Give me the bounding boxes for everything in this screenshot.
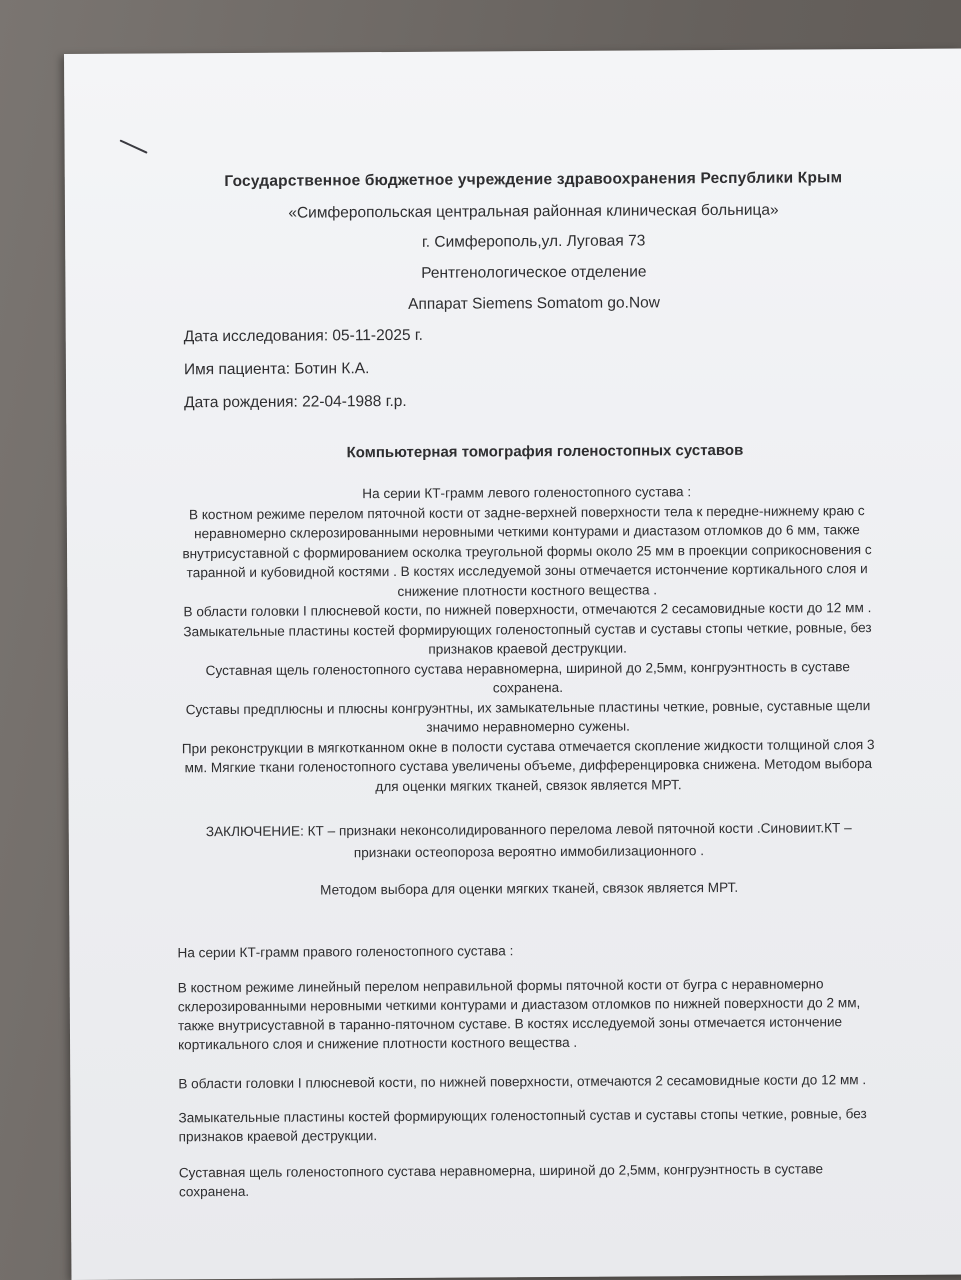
org-name: Государственное бюджетное учреждение здравоохранения Республики Крым bbox=[224, 169, 843, 191]
left-paragraph: В области головки I плюсневой кости, по нижней поверхности, отмечаются 2 сесамовидные кости до 12 мм . bbox=[183, 600, 872, 620]
birth-date: Дата рождения: 22-04-1988 г.р. bbox=[184, 392, 407, 412]
right-paragraph: В области головки I плюсневой кости, по нижней поверхности, отмечаются 2 сесамовидные кости до 12 мм . bbox=[178, 1072, 867, 1092]
patient-name: Имя пациента: Ботин К.А. bbox=[183, 360, 370, 379]
left-paragraph: Суставы предплюсны и плюсны конгруэнтны, их замыкательные пластины четкие, ровные, суставные щели значимо неравномерно сужены. bbox=[185, 697, 871, 735]
pen-mark bbox=[120, 139, 148, 153]
left-paragraph: При реконструкции в мягкотканном окне в полости сустава отмечается скопление жидкости толщиной слоя 3 мм. Мягкие ткани голеностопного сустава увеличены объеме, дифференцировка снижена. Методом выбора для оценки мягких тканей, связок является МРТ. bbox=[181, 736, 875, 794]
hospital-address: г. Симферополь,ул. Луговая 73 bbox=[421, 232, 646, 251]
study-date: Дата исследования: 05-11-2025 г. bbox=[183, 326, 423, 346]
left-paragraph: Суставная щель голеностопного сустава неравномерна, шириной до 2,5мм, конгруэнтность в суставе сохранена. bbox=[205, 658, 850, 696]
document-page bbox=[64, 49, 961, 1280]
department-name: Рентгенологическое отделение bbox=[421, 263, 647, 282]
method-note: Методом выбора для оценки мягких тканей, связок является МРТ. bbox=[320, 879, 739, 898]
left-intro: На серии КТ-грамм левого голеностопного сустава : bbox=[362, 484, 692, 502]
hospital-name: «Симферопольская центральная районная клиническая больница» bbox=[288, 201, 779, 222]
device-name: Аппарат Siemens Somatom go.Now bbox=[408, 294, 661, 313]
right-paragraph: Замыкательные пластины костей формирующих голеностопный сустав и суставы стопы четкие, ровные, без признаков краевой деструкции. bbox=[178, 1106, 867, 1145]
conclusion: ЗАКЛЮЧЕНИЕ: КТ – признаки неконсолидированного перелома левой пяточной кости .Синовиит.КТ – признаки остеопороза вероятно иммобилизационного . bbox=[205, 820, 852, 861]
right-intro: На серии КТ-грамм правого голеностопного сустава : bbox=[177, 943, 514, 961]
right-paragraph: В костном режиме линейный перелом неправильной формы пяточной кости от бугра с неравномерно склерозированными неровными четкими контурами и диастазом отломков по нижней поверхности до 2 мм, также внутрисуставной в таранно-пяточном суставе. В костях исследуемой зоны отмечается истончение кортикального слоя и снижение плотности костного вещества . bbox=[177, 976, 861, 1053]
left-joint-findings bbox=[177, 481, 879, 797]
right-paragraph: Суставная щель голеностопного сустава неравномерна, шириной до 2,5мм, конгруэнтность в суставе сохранена. bbox=[178, 1161, 824, 1200]
left-paragraph: В костном режиме перелом пяточной кости от задне-верхней поверхности тела к передне-нижнему краю с неравномерно склерозированными неровными четкими контурами и диастазом отломков до 6 мм, также внутрисуставной с формированием осколка треугольной формы около 25 мм в проекции соприкосновения с таранной и кубовидной костями . В костях исследуемой зоны отмечается истончение кортикального слоя и снижение плотности костного вещества . bbox=[182, 502, 872, 599]
report-title: Компьютерная томография голеностопных суставов bbox=[346, 441, 744, 462]
left-paragraph: Замыкательные пластины костей формирующих голеностопный сустав и суставы стопы четкие, ровные, без признаков краевой деструкции. bbox=[183, 619, 872, 657]
